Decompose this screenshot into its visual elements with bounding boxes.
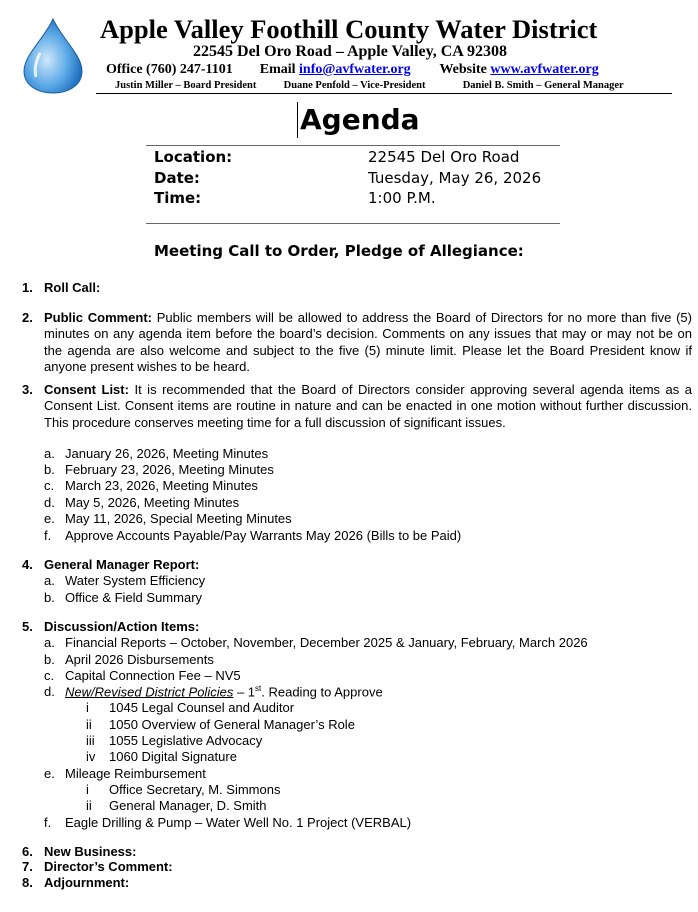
reading-prefix: – 1 [233,684,256,700]
sub-letter: e. [44,511,55,526]
location-value: 22545 Del Oro Road [368,148,520,166]
sub-letter: b. [44,652,55,667]
office-phone: Office (760) 247-1101 [106,62,233,77]
item-number: 1. [22,280,33,295]
website-link[interactable]: www.avfwater.org [490,62,599,77]
list-item: Office & Field Summary [65,590,203,605]
officer-president: Justin Miller – Board President [115,80,257,91]
item-title: Public Comment: [44,310,153,325]
list-item: General Manager, D. Smith [109,798,267,813]
item-number: 2. [22,310,33,325]
officers-line [115,80,624,91]
list-item: April 2026 Disbursements [65,652,214,667]
roman-numeral: ii [86,798,92,813]
list-item: 1050 Overview of General Manager’s Role [109,717,355,732]
item-directors-comment: Director’s Comment: [44,859,173,874]
list-item: May 11, 2026, Special Meeting Minutes [65,511,292,526]
website-label: Website [439,62,487,77]
item-number: 4. [22,557,33,572]
header-divider [96,93,672,94]
item-gm-report: General Manager Report: [44,557,200,572]
sub-letter: b. [44,462,55,477]
ordinal-suffix: st [255,684,262,693]
list-item: 1045 Legal Counsel and Auditor [109,700,295,715]
item-title: Consent List: [44,382,129,397]
list-item: Mileage Reimbursement [65,766,206,781]
reading-suffix: . Reading to Approve [261,684,383,700]
email-link[interactable]: info@avfwater.org [299,62,411,77]
email-label: Email [259,62,296,77]
water-drop-logo [20,17,86,95]
sub-letter: a. [44,446,55,461]
list-item: 1055 Legislative Advocacy [109,733,263,748]
contact-line [106,62,599,78]
date-value: Tuesday, May 26, 2026 [368,169,542,187]
sub-letter: a. [44,635,55,650]
call-to-order-heading: Meeting Call to Order, Pledge of Allegiance: [154,242,524,260]
time-value: 1:00 P.M. [368,189,436,207]
sub-letter: c. [44,668,55,683]
item-adjournment: Adjournment: [44,875,130,890]
organization-name: Apple Valley Foothill County Water District [100,14,598,44]
item-number: 5. [22,619,33,634]
sub-letter: d. [44,684,55,699]
sub-letter: f. [44,815,52,830]
roman-numeral: iii [86,733,95,748]
list-item: Approve Accounts Payable/Pay Warrants May 2026 (Bills to be Paid) [65,528,462,543]
location-label: Location: [154,148,233,166]
roman-numeral: ii [86,717,92,732]
roman-numeral: i [86,782,89,797]
list-item: May 5, 2026, Meeting Minutes [65,495,240,510]
item-consent-list [44,382,692,431]
list-item: Office Secretary, M. Simmons [109,782,281,797]
list-item: Water System Efficiency [65,573,206,588]
list-item: Eagle Drilling & Pump – Water Well No. 1 Project (VERBAL) [65,815,412,830]
item-number: 8. [22,875,33,890]
time-label: Time: [154,189,202,207]
page-title: Agenda [297,102,420,138]
item-new-business: New Business: [44,844,137,859]
organization-address: 22545 Del Oro Road – Apple Valley, CA 92308 [193,43,507,60]
info-bottom-divider [146,223,560,224]
policies-link-text: New/Revised District Policies [65,684,234,700]
item-discussion-action: Discussion/Action Items: [44,619,200,634]
list-item: January 26, 2026, Meeting Minutes [65,446,269,461]
list-item: Financial Reports – October, November, December 2025 & January, February, March 2026 [65,635,588,650]
info-top-divider [146,145,560,146]
sub-letter: c. [44,478,55,493]
roman-numeral: i [86,700,89,715]
item-number: 3. [22,382,33,397]
item-number: 6. [22,844,33,859]
list-item: 1060 Digital Signature [109,749,237,764]
sub-letter: a. [44,573,55,588]
officer-vice-president: Duane Penfold – Vice-President [283,80,426,91]
list-item [65,684,383,699]
item-description: Public members will be allowed to address the Board of Directors for no more than five (5) minutes on any agenda item before the board’s decision. Comments on any issues that may or may not be on the agenda are also welcome and subject to the five (5) minute limit. Please let the Board President know if anyone present wishes to be heard. [44,310,692,374]
list-item: February 23, 2026, Meeting Minutes [65,462,274,477]
roman-numeral: iv [86,749,96,764]
officer-general-manager: Daniel B. Smith – General Manager [462,80,624,91]
sub-letter: d. [44,495,55,510]
list-item: Capital Connection Fee – NV5 [65,668,241,683]
item-roll-call: Roll Call: [44,280,101,295]
date-label: Date: [154,169,200,187]
sub-letter: b. [44,590,55,605]
item-public-comment [44,310,692,375]
item-description: It is recommended that the Board of Directors consider approving several agenda items as a Consent List. Consent items are routine in nature and can be enacted in one motion without further discussion. This procedure conserves meeting time for a full discussion of significant issues. [44,382,692,430]
item-number: 7. [22,859,33,874]
sub-letter: f. [44,528,52,543]
sub-letter: e. [44,766,55,781]
list-item: March 23, 2026, Meeting Minutes [65,478,258,493]
